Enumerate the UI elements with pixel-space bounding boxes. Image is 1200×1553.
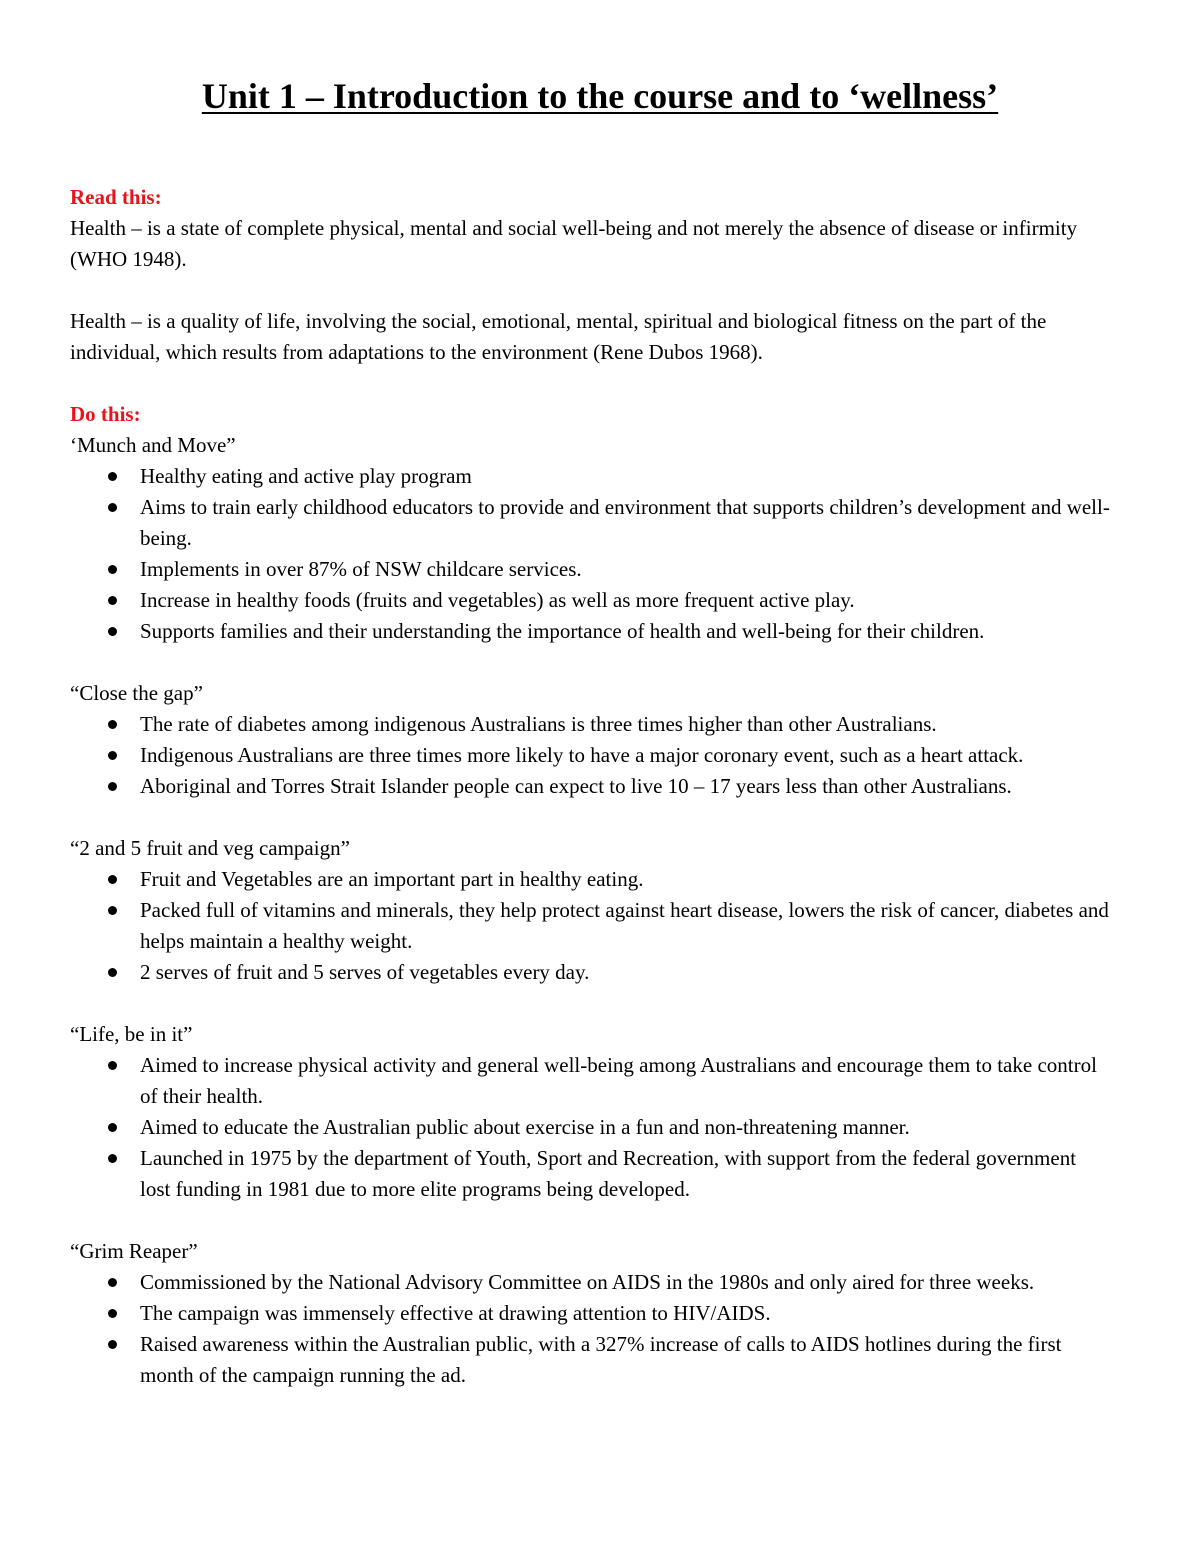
list-item-text: Aims to train early childhood educators to provide and environment that supports children’s development and well-being. [140, 495, 1110, 550]
list-item [70, 616, 1110, 647]
bullet-icon [108, 875, 117, 884]
list-item [70, 1143, 1110, 1205]
bullet-icon [108, 1278, 117, 1287]
list-item-text: Launched in 1975 by the department of Youth, Sport and Recreation, with support from the federal government lost funding in 1981 due to more elite programs being developed. [140, 1146, 1077, 1201]
list-item-text: Packed full of vitamins and minerals, they help protect against heart disease, lowers the risk of cancer, diabetes and helps maintain a healthy weight. [140, 898, 1109, 953]
bullet-list [70, 1050, 1110, 1205]
definition-dubos: Health – is a quality of life, involving the social, emotional, mental, spiritual and biological fitness on the part of the individual, which results from adaptations to the environment (Rene Dubos 1968). [70, 309, 1047, 364]
list-item [70, 709, 1110, 740]
bullet-icon [108, 472, 117, 481]
page-title: Unit 1 – Introduction to the course and to ‘wellness’ [201, 76, 999, 116]
list-item-text: The rate of diabetes among indigenous Australians is three times higher than other Australians. [140, 712, 937, 736]
list-item-text: Implements in over 87% of NSW childcare services. [140, 557, 582, 581]
bullet-icon [108, 1154, 117, 1163]
campaign-section [70, 1019, 1110, 1205]
campaign-title: “Grim Reaper” [70, 1239, 198, 1263]
bullet-icon [108, 565, 117, 574]
campaign-sections [70, 430, 1110, 1391]
list-item-text: 2 serves of fruit and 5 serves of vegetables every day. [140, 960, 590, 984]
list-item-text: Increase in healthy foods (fruits and vegetables) as well as more frequent active play. [140, 588, 855, 612]
definitions-block [70, 213, 1110, 368]
list-item-text: The campaign was immensely effective at drawing attention to HIV/AIDS. [140, 1301, 771, 1325]
list-item [70, 1050, 1110, 1112]
list-item [70, 864, 1110, 895]
campaign-section [70, 833, 1110, 988]
read-this-heading: Read this: [70, 185, 162, 209]
bullet-list [70, 709, 1110, 802]
campaign-title: “Life, be in it” [70, 1022, 193, 1046]
list-item [70, 740, 1110, 771]
bullet-icon [108, 627, 117, 636]
bullet-list [70, 1267, 1110, 1391]
bullet-icon [108, 782, 117, 791]
list-item [70, 895, 1110, 957]
campaign-section [70, 1236, 1110, 1391]
list-item [70, 492, 1110, 554]
list-item [70, 1329, 1110, 1391]
list-item-text: Raised awareness within the Australian public, with a 327% increase of calls to AIDS hotlines during the first month of the campaign running the ad. [140, 1332, 1062, 1387]
bullet-icon [108, 503, 117, 512]
do-this-heading: Do this: [70, 402, 141, 426]
bullet-icon [108, 1123, 117, 1132]
list-item [70, 461, 1110, 492]
list-item [70, 771, 1110, 802]
list-item [70, 585, 1110, 616]
bullet-icon [108, 1309, 117, 1318]
campaign-title: ‘Munch and Move” [70, 433, 236, 457]
list-item-text: Aboriginal and Torres Strait Islander people can expect to live 10 – 17 years less than other Australians. [140, 774, 1012, 798]
list-item-text: Commissioned by the National Advisory Committee on AIDS in the 1980s and only aired for three weeks. [140, 1270, 1035, 1294]
list-item-text: Indigenous Australians are three times more likely to have a major coronary event, such as a heart attack. [140, 743, 1024, 767]
list-item [70, 1298, 1110, 1329]
bullet-icon [108, 1340, 117, 1349]
list-item-text: Healthy eating and active play program [140, 464, 472, 488]
campaign-section [70, 678, 1110, 802]
bullet-icon [108, 720, 117, 729]
definition-who: Health – is a state of complete physical, mental and social well-being and not merely the absence of disease or infirmity (WHO 1948). [70, 216, 1078, 271]
bullet-icon [108, 596, 117, 605]
bullet-icon [108, 1061, 117, 1070]
campaign-section [70, 430, 1110, 647]
campaign-title: “2 and 5 fruit and veg campaign” [70, 836, 350, 860]
list-item-text: Supports families and their understanding the importance of health and well-being for their children. [140, 619, 985, 643]
bullet-icon [108, 751, 117, 760]
list-item-text: Aimed to increase physical activity and general well-being among Australians and encourage them to take control of their health. [140, 1053, 1097, 1108]
bullet-list [70, 461, 1110, 647]
list-item [70, 1267, 1110, 1298]
list-item-text: Fruit and Vegetables are an important part in healthy eating. [140, 867, 644, 891]
bullet-icon [108, 906, 117, 915]
list-item-text: Aimed to educate the Australian public about exercise in a fun and non-threatening manner. [140, 1115, 910, 1139]
bullet-icon [108, 968, 117, 977]
list-item [70, 1112, 1110, 1143]
list-item [70, 957, 1110, 988]
bullet-list [70, 864, 1110, 988]
campaign-title: “Close the gap” [70, 681, 203, 705]
list-item [70, 554, 1110, 585]
